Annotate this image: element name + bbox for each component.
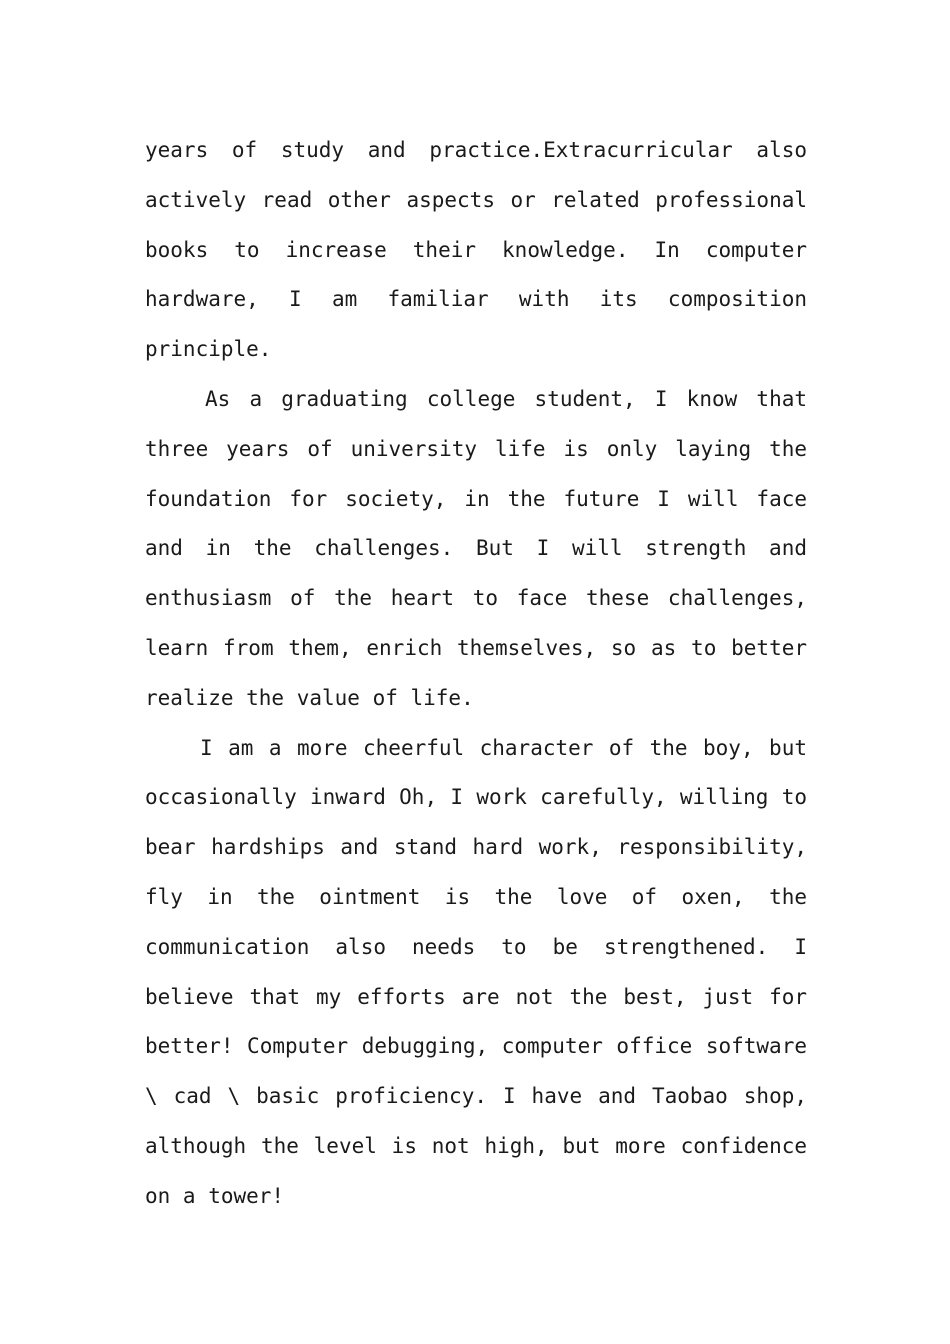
paragraph-character: I am a more cheerful character of the boy, but occasionally inward Oh, I work carefully, willing to bear hardships and stand hard work, responsibility, fly in the ointment is the love of oxen, the communication also needs to be strengthened. I believe that my efforts are not the best, just for better! Computer debugging, computer office software \ cad \ basic proficiency. I have and Taobao shop, although the level is not high, but more confidence on a tower!	[145, 735, 807, 1208]
paragraph-graduating-student: As a graduating college student, I know that three years of university life is only laying the foundation for society, in the future I will face and in the challenges. But I will strength and enthusiasm of the heart to face these challenges, learn from them, enrich themselves, so as to better realize the value of life.	[145, 386, 807, 710]
paragraph-study-continuation: years of study and practice.Extracurricular also actively read other aspects or related professional books to increase their knowledge. In computer hardware, I am familiar with its composition principle.	[145, 138, 807, 362]
document-body	[145, 126, 807, 1222]
